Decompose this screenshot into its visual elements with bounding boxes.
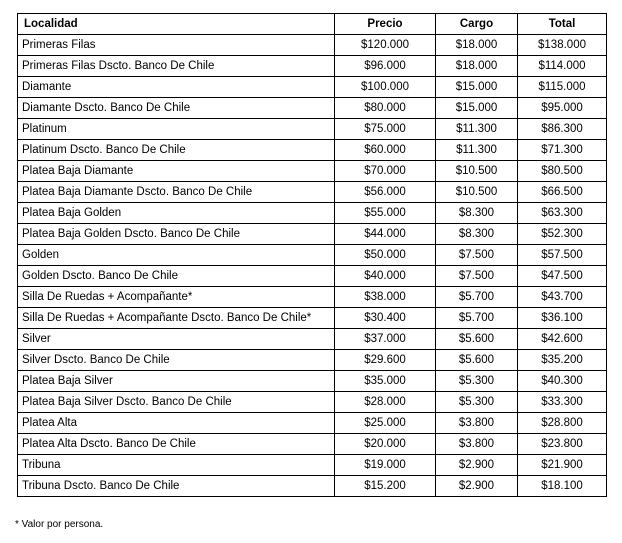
cell-total: $36.100	[518, 308, 607, 329]
table-row	[18, 392, 607, 413]
cell-total: $138.000	[518, 35, 607, 56]
table-row	[18, 287, 607, 308]
cell-localidad: Platea Baja Golden Dscto. Banco De Chile	[18, 224, 335, 245]
cell-cargo: $15.000	[436, 77, 518, 98]
cell-cargo: $8.300	[436, 203, 518, 224]
cell-precio: $35.000	[335, 371, 436, 392]
table-row	[18, 140, 607, 161]
cell-precio: $50.000	[335, 245, 436, 266]
table-row	[18, 266, 607, 287]
cell-cargo: $11.300	[436, 140, 518, 161]
cell-total: $23.800	[518, 434, 607, 455]
cell-total: $35.200	[518, 350, 607, 371]
cell-localidad: Silver Dscto. Banco De Chile	[18, 350, 335, 371]
cell-total: $115.000	[518, 77, 607, 98]
cell-precio: $75.000	[335, 119, 436, 140]
table-row	[18, 371, 607, 392]
cell-localidad: Platinum Dscto. Banco De Chile	[18, 140, 335, 161]
table-row	[18, 35, 607, 56]
cell-cargo: $8.300	[436, 224, 518, 245]
table-row	[18, 350, 607, 371]
cell-precio: $30.400	[335, 308, 436, 329]
cell-cargo: $5.700	[436, 287, 518, 308]
header-precio: Precio	[335, 14, 436, 35]
cell-localidad: Diamante	[18, 77, 335, 98]
cell-precio: $19.000	[335, 455, 436, 476]
cell-total: $63.300	[518, 203, 607, 224]
cell-localidad: Platea Alta	[18, 413, 335, 434]
cell-localidad: Platinum	[18, 119, 335, 140]
cell-total: $57.500	[518, 245, 607, 266]
cell-cargo: $2.900	[436, 476, 518, 497]
cell-localidad: Tribuna Dscto. Banco De Chile	[18, 476, 335, 497]
cell-precio: $60.000	[335, 140, 436, 161]
cell-total: $114.000	[518, 56, 607, 77]
cell-total: $21.900	[518, 455, 607, 476]
cell-precio: $25.000	[335, 413, 436, 434]
cell-precio: $55.000	[335, 203, 436, 224]
cell-total: $52.300	[518, 224, 607, 245]
cell-localidad: Diamante Dscto. Banco De Chile	[18, 98, 335, 119]
price-table	[17, 13, 607, 497]
cell-localidad: Primeras Filas	[18, 35, 335, 56]
table-row	[18, 224, 607, 245]
header-localidad: Localidad	[18, 14, 335, 35]
cell-cargo: $18.000	[436, 35, 518, 56]
cell-cargo: $15.000	[436, 98, 518, 119]
cell-precio: $44.000	[335, 224, 436, 245]
cell-total: $66.500	[518, 182, 607, 203]
table-row	[18, 308, 607, 329]
cell-localidad: Platea Baja Diamante	[18, 161, 335, 182]
footnote: * Valor por persona.	[15, 519, 104, 530]
cell-localidad: Tribuna	[18, 455, 335, 476]
cell-total: $42.600	[518, 329, 607, 350]
cell-total: $40.300	[518, 371, 607, 392]
cell-cargo: $5.300	[436, 371, 518, 392]
cell-precio: $100.000	[335, 77, 436, 98]
cell-localidad: Platea Baja Silver	[18, 371, 335, 392]
cell-localidad: Platea Baja Silver Dscto. Banco De Chile	[18, 392, 335, 413]
table-row	[18, 455, 607, 476]
cell-total: $47.500	[518, 266, 607, 287]
cell-localidad: Primeras Filas Dscto. Banco De Chile	[18, 56, 335, 77]
cell-total: $33.300	[518, 392, 607, 413]
table-body	[18, 35, 607, 497]
cell-total: $28.800	[518, 413, 607, 434]
cell-precio: $15.200	[335, 476, 436, 497]
cell-total: $86.300	[518, 119, 607, 140]
cell-precio: $28.000	[335, 392, 436, 413]
cell-total: $71.300	[518, 140, 607, 161]
cell-cargo: $5.300	[436, 392, 518, 413]
cell-localidad: Golden Dscto. Banco De Chile	[18, 266, 335, 287]
table-row	[18, 98, 607, 119]
cell-precio: $20.000	[335, 434, 436, 455]
table-row	[18, 413, 607, 434]
cell-precio: $29.600	[335, 350, 436, 371]
cell-cargo: $2.900	[436, 455, 518, 476]
table-row	[18, 77, 607, 98]
cell-total: $95.000	[518, 98, 607, 119]
cell-localidad: Golden	[18, 245, 335, 266]
table-row	[18, 476, 607, 497]
table-row	[18, 203, 607, 224]
cell-cargo: $10.500	[436, 182, 518, 203]
table-row	[18, 182, 607, 203]
cell-localidad: Silla De Ruedas + Acompañante Dscto. Banco De Chile*	[18, 308, 335, 329]
header-total: Total	[518, 14, 607, 35]
cell-precio: $56.000	[335, 182, 436, 203]
cell-localidad: Silver	[18, 329, 335, 350]
cell-total: $43.700	[518, 287, 607, 308]
header-cargo: Cargo	[436, 14, 518, 35]
table-row	[18, 329, 607, 350]
table-row	[18, 434, 607, 455]
cell-precio: $120.000	[335, 35, 436, 56]
cell-cargo: $11.300	[436, 119, 518, 140]
cell-cargo: $5.600	[436, 350, 518, 371]
cell-cargo: $5.700	[436, 308, 518, 329]
cell-localidad: Platea Baja Diamante Dscto. Banco De Chile	[18, 182, 335, 203]
cell-total: $80.500	[518, 161, 607, 182]
cell-cargo: $18.000	[436, 56, 518, 77]
cell-precio: $70.000	[335, 161, 436, 182]
cell-cargo: $3.800	[436, 413, 518, 434]
table-header-row	[18, 14, 607, 35]
cell-cargo: $7.500	[436, 266, 518, 287]
cell-precio: $37.000	[335, 329, 436, 350]
cell-localidad: Platea Alta Dscto. Banco De Chile	[18, 434, 335, 455]
cell-total: $18.100	[518, 476, 607, 497]
cell-precio: $96.000	[335, 56, 436, 77]
table-row	[18, 161, 607, 182]
cell-localidad: Platea Baja Golden	[18, 203, 335, 224]
cell-cargo: $5.600	[436, 329, 518, 350]
cell-precio: $80.000	[335, 98, 436, 119]
table-row	[18, 56, 607, 77]
cell-cargo: $10.500	[436, 161, 518, 182]
table-row	[18, 245, 607, 266]
cell-cargo: $7.500	[436, 245, 518, 266]
table-row	[18, 119, 607, 140]
cell-precio: $38.000	[335, 287, 436, 308]
cell-cargo: $3.800	[436, 434, 518, 455]
cell-precio: $40.000	[335, 266, 436, 287]
cell-localidad: Silla De Ruedas + Acompañante*	[18, 287, 335, 308]
